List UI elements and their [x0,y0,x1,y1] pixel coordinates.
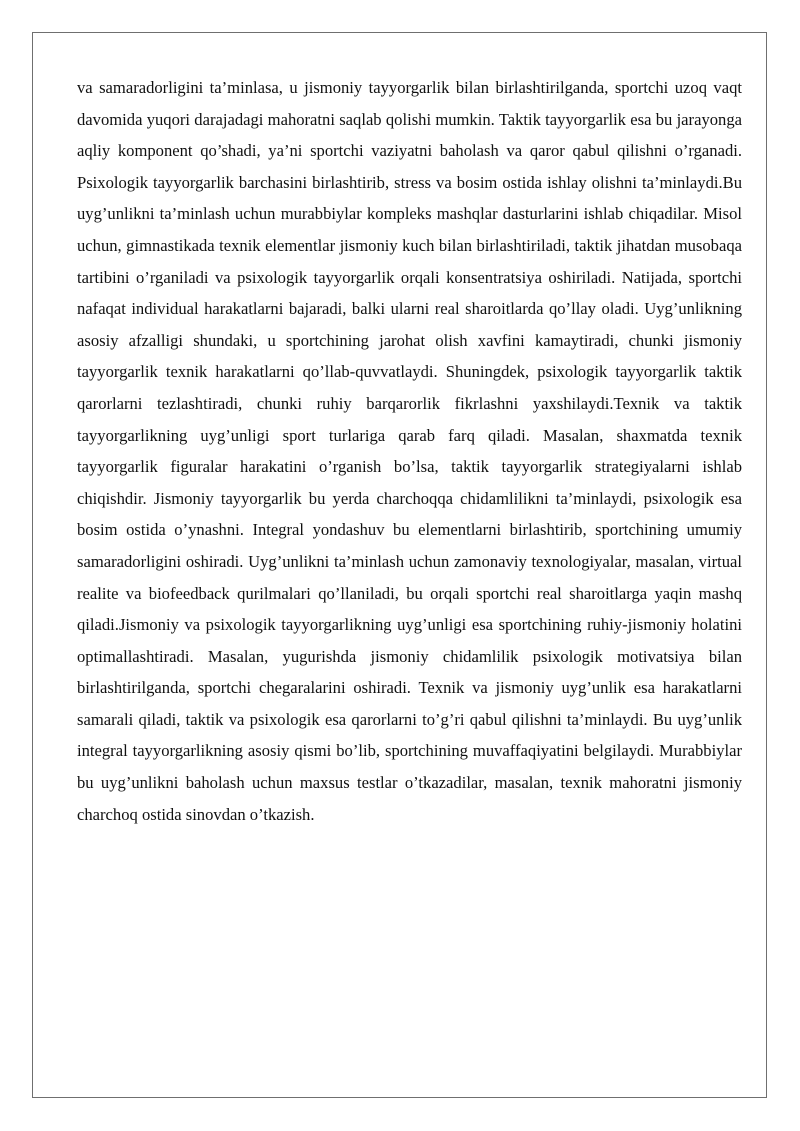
body-paragraph: va samaradorligini ta’minlasa, u jismoniy tayyorgarlik bilan birlashtirilganda, sportchi uzoq vaqt davomida yuqori darajadagi mahoratni saqlab qolishi mumkin. Taktik tayyorgarlik esa bu jarayonga aqliy komponent qo’shadi, ya’ni sportchi vaziyatni baholash va qaror qabul qilishni o’rganadi. Psixologik tayyorgarlik barchasini birlashtirib, stress va bosim ostida ishlay olishni ta’minlaydi.Bu uyg’unlikni ta’minlash uchun murabbiylar kompleks mashqlar dasturlarini ishlab chiqadilar. Misol uchun, gimnastikada texnik elementlar jismoniy kuch bilan birlashtiriladi, taktik jihatdan musobaqa tartibini o’rganiladi va psixologik tayyorgarlik orqali konsentratsiya oshiriladi. Natijada, sportchi nafaqat individual harakatlarni bajaradi, balki ularni real sharoitlarda qo’llay oladi. Uyg’unlikning asosiy afzalligi shundaki, u sportchining jarohat olish xavfini kamaytiradi, chunki jismoniy tayyorgarlik texnik harakatlarni qo’llab-quvvatlaydi. Shuningdek, psixologik tayyorgarlik taktik qarorlarni tezlashtiradi, chunki ruhiy barqarorlik fikrlashni yaxshilaydi.Texnik va taktik tayyorgarlikning uyg’unligi sport turlariga qarab farq qiladi. Masalan, shaxmatda texnik tayyorgarlik figuralar harakatini o’rganish bo’lsa, taktik tayyorgarlik strategiyalarni ishlab chiqishdir. Jismoniy tayyorgarlik bu yerda charchoqqa chidamlilikni ta’minlaydi, psixologik esa bosim ostida o’ynashni. Integral yondashuv bu elementlarni birlashtirib, sportchining umumiy samaradorligini oshiradi. Uyg’unlikni ta’minlash uchun zamonaviy texnologiyalar, masalan, virtual realite va biofeedback qurilmalari qo’llaniladi, bu orqali sportchi real sharoitlarga yaqin mashq qiladi.Jismoniy va psixologik tayyorgarlikning uyg’unligi esa sportchining ruhiy-jismoniy holatini optimallashtiradi. Masalan, yugurishda jismoniy chidamlilik psixologik motivatsiya bilan birlashtirilganda, sportchi chegaralarini oshiradi. Texnik va jismoniy uyg’unlik esa harakatlarni samarali qiladi, taktik va psixologik esa qarorlarni to’g’ri qabul qilishni ta’minlaydi. Bu uyg’unlik integral tayyorgarlikning asosiy qismi bo’lib, sportchining muvaffaqiyatini belgilaydi. Murabbiylar bu uyg’unlikni baholash uchun maxsus testlar o’tkazadilar, masalan, texnik mahoratni jismoniy charchoq ostida sinovdan o’tkazish. [77,78,742,824]
